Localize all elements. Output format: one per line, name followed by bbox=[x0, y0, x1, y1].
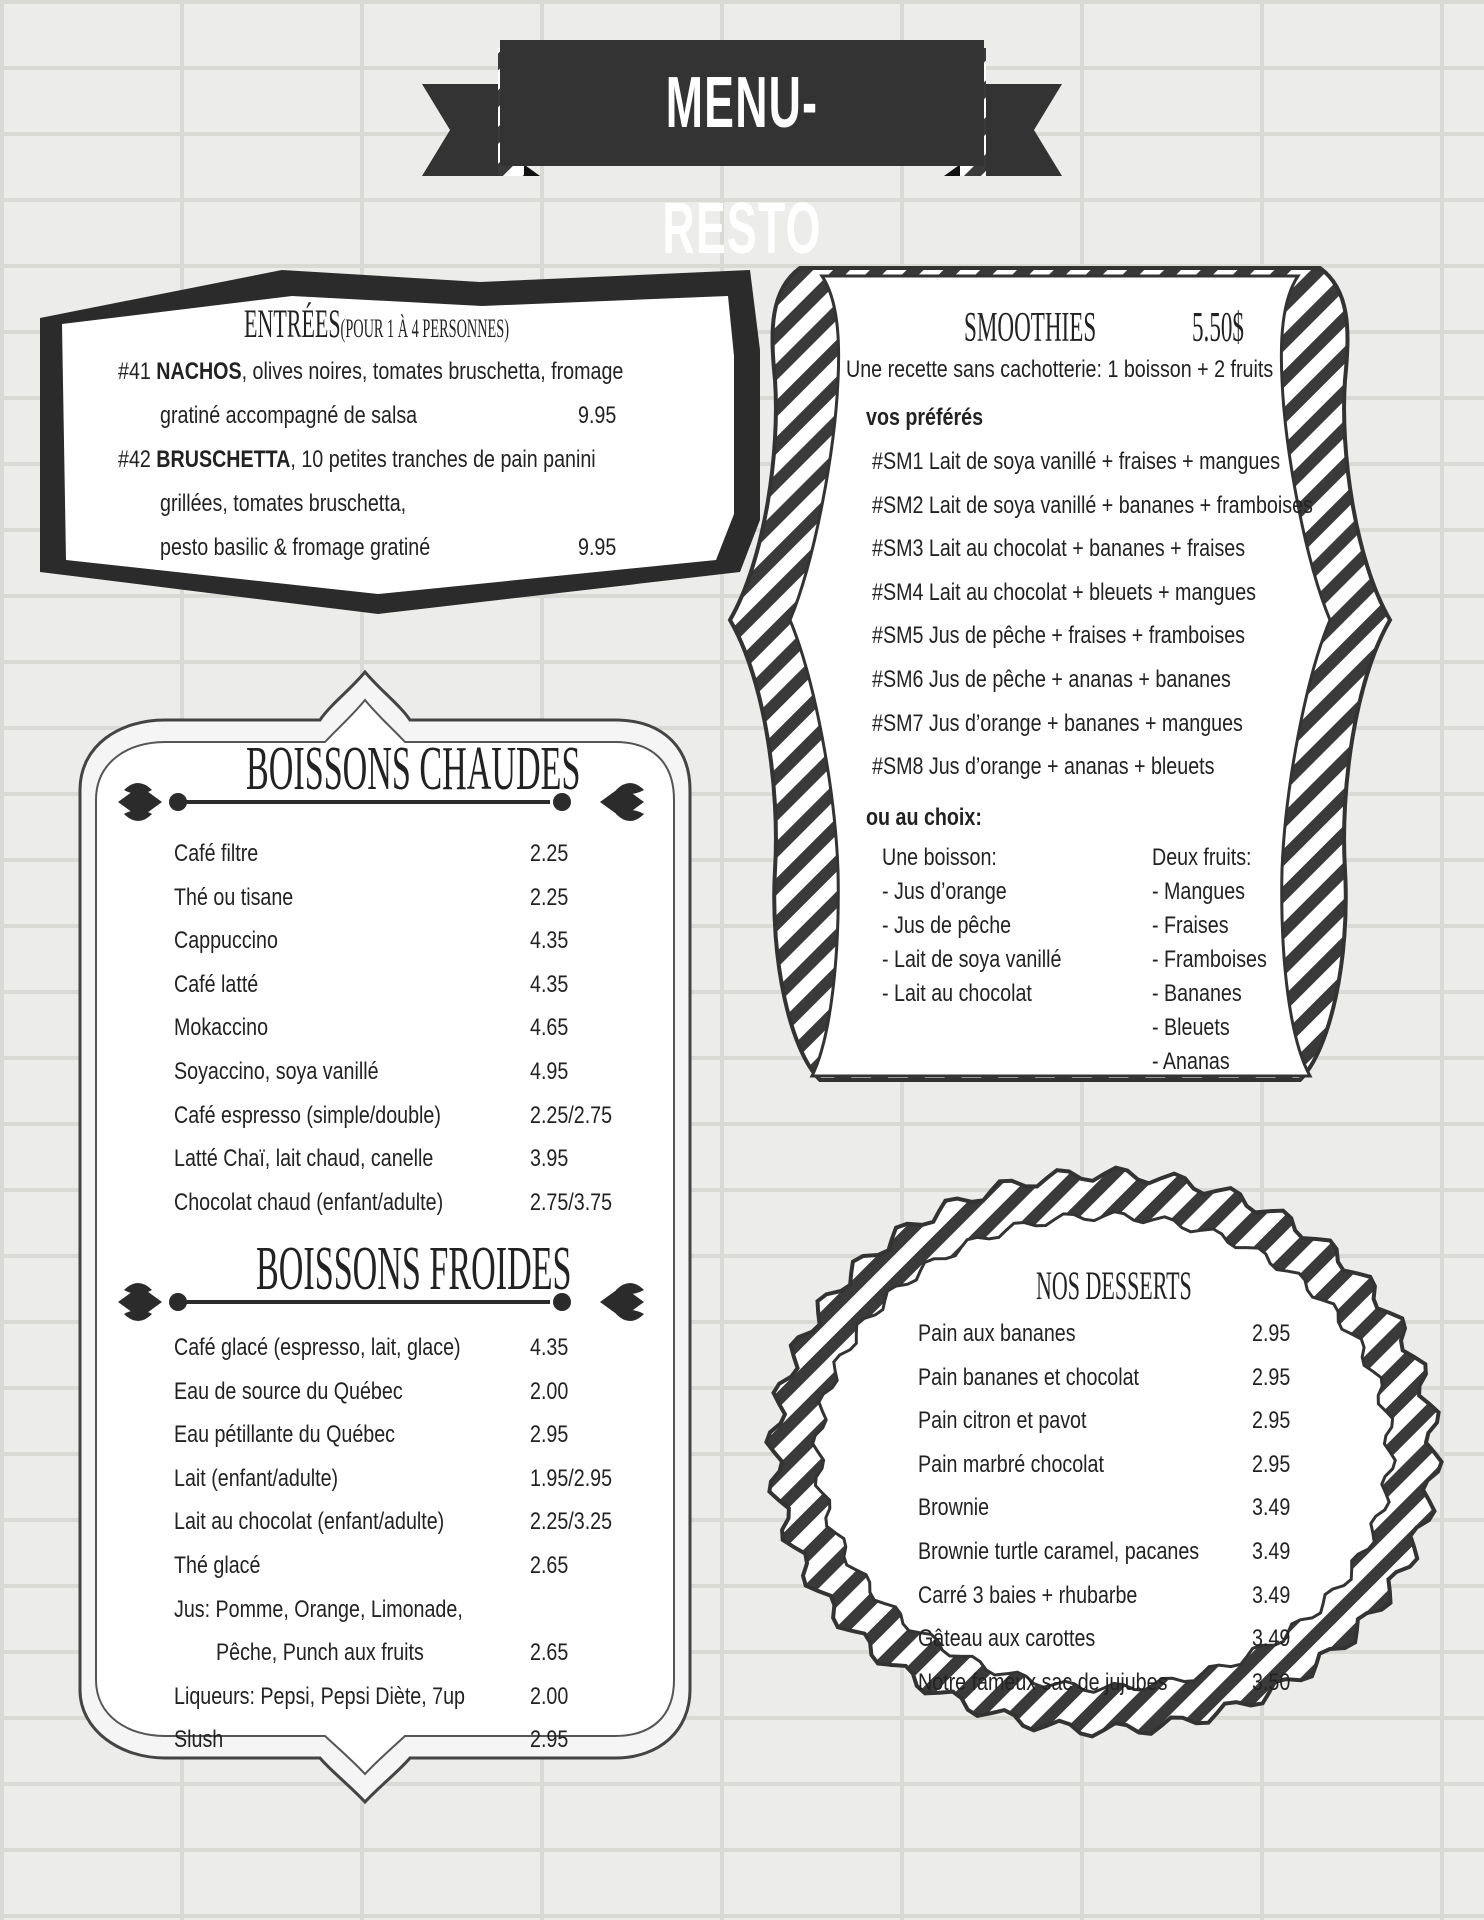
smoothies-price: 5.50$ bbox=[1192, 305, 1244, 351]
entrees-subtitle: (POUR 1 À 4 PERSONNES) bbox=[340, 314, 509, 343]
cold-drink-price: 4.35 bbox=[530, 1334, 569, 1361]
cold-drink-price: 2.95 bbox=[530, 1726, 569, 1754]
dessert-name: Pain aux bananes bbox=[918, 1320, 1076, 1347]
smoothie-fruit-option: - Bananes bbox=[1152, 980, 1242, 1007]
dessert-name: Pain marbré chocolat bbox=[918, 1450, 1104, 1478]
cold-drink-price: 2.25/3.25 bbox=[530, 1508, 613, 1536]
smoothies-choice-label: ou au choix: bbox=[866, 804, 982, 831]
dessert-name: Gâteau aux carottes bbox=[918, 1625, 1096, 1653]
smoothie-drink-option: - Jus d’orange bbox=[882, 878, 1007, 905]
hot-drink-name: Café filtre bbox=[174, 840, 259, 867]
smoothie-fruit-option: - Framboises bbox=[1152, 946, 1267, 973]
smoothie-fruit-option: - Bleuets bbox=[1152, 1014, 1230, 1041]
hot-drink-name: Café latté bbox=[174, 970, 259, 998]
hot-drink-price: 2.25 bbox=[530, 840, 569, 867]
entree-42-price: 9.95 bbox=[578, 534, 617, 561]
smoothie-item: #SM5 Jus de pêche + fraises + framboises bbox=[872, 622, 1246, 650]
smoothies-title: SMOOTHIES bbox=[964, 305, 1097, 351]
cold-drink-price: 2.00 bbox=[530, 1682, 569, 1710]
dessert-price: 3.49 bbox=[1252, 1625, 1291, 1653]
hot-drink-price: 2.25 bbox=[530, 883, 569, 911]
page-title: MENU-RESTO bbox=[662, 63, 822, 269]
smoothie-item: #SM6 Jus de pêche + ananas + bananes bbox=[872, 666, 1231, 693]
hot-drink-price: 4.35 bbox=[530, 927, 569, 955]
cold-drink-price: 2.00 bbox=[530, 1377, 569, 1405]
entree-41-line1: #41 NACHOS, olives noires, tomates bruschetta, fromage bbox=[118, 358, 624, 385]
smoothie-drink-option: - Lait de soya vanillé bbox=[882, 946, 1062, 973]
hot-drink-price: 2.75/3.75 bbox=[530, 1188, 613, 1216]
desserts-title: NOS DESSERTS bbox=[1036, 1263, 1192, 1308]
entree-42-line3: pesto basilic & fromage gratiné bbox=[160, 534, 431, 561]
cold-drink-name: Lait (enfant/adulte) bbox=[174, 1464, 339, 1492]
smoothies-intro: Une recette sans cachotterie: 1 boisson + 2 fruits bbox=[846, 356, 1274, 383]
smoothie-item: #SM4 Lait au chocolat + bleuets + mangues bbox=[872, 578, 1257, 606]
dessert-price: 3.49 bbox=[1252, 1581, 1291, 1609]
cold-drink-name: Eau de source du Québec bbox=[174, 1377, 403, 1405]
hot-drink-price: 3.95 bbox=[530, 1145, 569, 1173]
smoothies-favorites-label: vos préférés bbox=[866, 404, 984, 431]
dessert-name: Pain bananes et chocolat bbox=[918, 1363, 1140, 1391]
smoothie-fruit-option: - Ananas bbox=[1152, 1048, 1230, 1075]
cold-drink-name: Café glacé (espresso, lait, glace) bbox=[174, 1334, 461, 1361]
dessert-price: 3.49 bbox=[1252, 1538, 1291, 1565]
hot-drink-name: Thé ou tisane bbox=[174, 883, 294, 911]
hot-drink-name: Soyaccino, soya vanillé bbox=[174, 1058, 379, 1085]
dessert-name: Notre fameux sac de jujubes bbox=[918, 1668, 1168, 1696]
cold-drink-name: Jus: Pomme, Orange, Limonade, bbox=[174, 1595, 463, 1623]
dessert-name: Brownie turtle caramel, pacanes bbox=[918, 1538, 1200, 1565]
hot-drink-name: Cappuccino bbox=[174, 927, 278, 955]
cold-drink-name: Slush bbox=[174, 1726, 224, 1754]
cold-drink-price: 1.95/2.95 bbox=[530, 1464, 613, 1492]
smoothie-item: #SM7 Jus d’orange + bananes + mangues bbox=[872, 709, 1243, 737]
dessert-name: Carré 3 baies + rhubarbe bbox=[918, 1581, 1138, 1609]
dessert-price: 2.95 bbox=[1252, 1450, 1291, 1478]
cold-drink-price: 2.95 bbox=[530, 1421, 569, 1449]
smoothie-fruit-option: - Fraises bbox=[1152, 912, 1229, 939]
dessert-price: 2.95 bbox=[1252, 1407, 1291, 1435]
hot-drink-name: Café espresso (simple/double) bbox=[174, 1101, 441, 1129]
cold-drink-price: 2.65 bbox=[530, 1552, 569, 1579]
cold-drinks-title: BOISSONS FROIDES bbox=[256, 1235, 572, 1303]
hot-drink-name: Latté Chaï, lait chaud, canelle bbox=[174, 1145, 434, 1173]
hot-drink-name: Mokaccino bbox=[174, 1014, 269, 1042]
smoothie-drink-option: - Lait au chocolat bbox=[882, 980, 1032, 1007]
entrees-title: ENTRÉES(POUR 1 À 4 PERSONNES) bbox=[244, 301, 509, 346]
cold-drink-name: Thé glacé bbox=[174, 1552, 261, 1579]
hot-drink-name: Chocolat chaud (enfant/adulte) bbox=[174, 1188, 444, 1216]
entree-41-line2: gratiné accompagné de salsa bbox=[160, 402, 418, 429]
dessert-price: 2.95 bbox=[1252, 1363, 1291, 1391]
smoothie-fruit-option: - Mangues bbox=[1152, 878, 1245, 905]
dessert-price: 2.95 bbox=[1252, 1320, 1291, 1347]
smoothie-item: #SM1 Lait de soya vanillé + fraises + mangues bbox=[872, 448, 1281, 475]
entree-41-name: NACHOS bbox=[156, 358, 242, 385]
hot-drink-price: 4.65 bbox=[530, 1014, 569, 1042]
page-title-banner bbox=[500, 40, 984, 269]
entree-41-price: 9.95 bbox=[578, 402, 617, 429]
hot-drinks-title: BOISSONS CHAUDES bbox=[246, 735, 581, 803]
smoothie-drink-option: - Jus de pêche bbox=[882, 912, 1012, 939]
dessert-price: 3.50 bbox=[1252, 1668, 1291, 1696]
smoothie-item: #SM2 Lait de soya vanillé + bananes + framboises bbox=[872, 491, 1313, 519]
entree-42-line1: #42 BRUSCHETTA, 10 petites tranches de pain panini bbox=[118, 446, 596, 473]
cold-drink-name: Pêche, Punch aux fruits bbox=[216, 1639, 424, 1667]
smoothies-drinks-label: Une boisson: bbox=[882, 844, 997, 871]
smoothie-item: #SM8 Jus d’orange + ananas + bleuets bbox=[872, 753, 1215, 781]
cold-drink-name: Eau pétillante du Québec bbox=[174, 1421, 396, 1449]
entree-42-line2: grillées, tomates bruschetta, bbox=[160, 490, 407, 517]
smoothies-fruits-label: Deux fruits: bbox=[1152, 844, 1252, 871]
hot-drink-price: 2.25/2.75 bbox=[530, 1101, 613, 1129]
cold-drink-price: 2.65 bbox=[530, 1639, 569, 1667]
cold-drink-name: Liqueurs: Pepsi, Pepsi Diète, 7up bbox=[174, 1682, 466, 1710]
smoothie-item: #SM3 Lait au chocolat + bananes + fraises bbox=[872, 535, 1246, 563]
entree-42-name: BRUSCHETTA bbox=[156, 446, 291, 473]
hot-drink-price: 4.35 bbox=[530, 970, 569, 998]
dessert-name: Pain citron et pavot bbox=[918, 1407, 1087, 1435]
dessert-name: Brownie bbox=[918, 1494, 990, 1522]
hot-drink-price: 4.95 bbox=[530, 1058, 569, 1085]
dessert-price: 3.49 bbox=[1252, 1494, 1291, 1522]
cold-drink-name: Lait au chocolat (enfant/adulte) bbox=[174, 1508, 445, 1536]
